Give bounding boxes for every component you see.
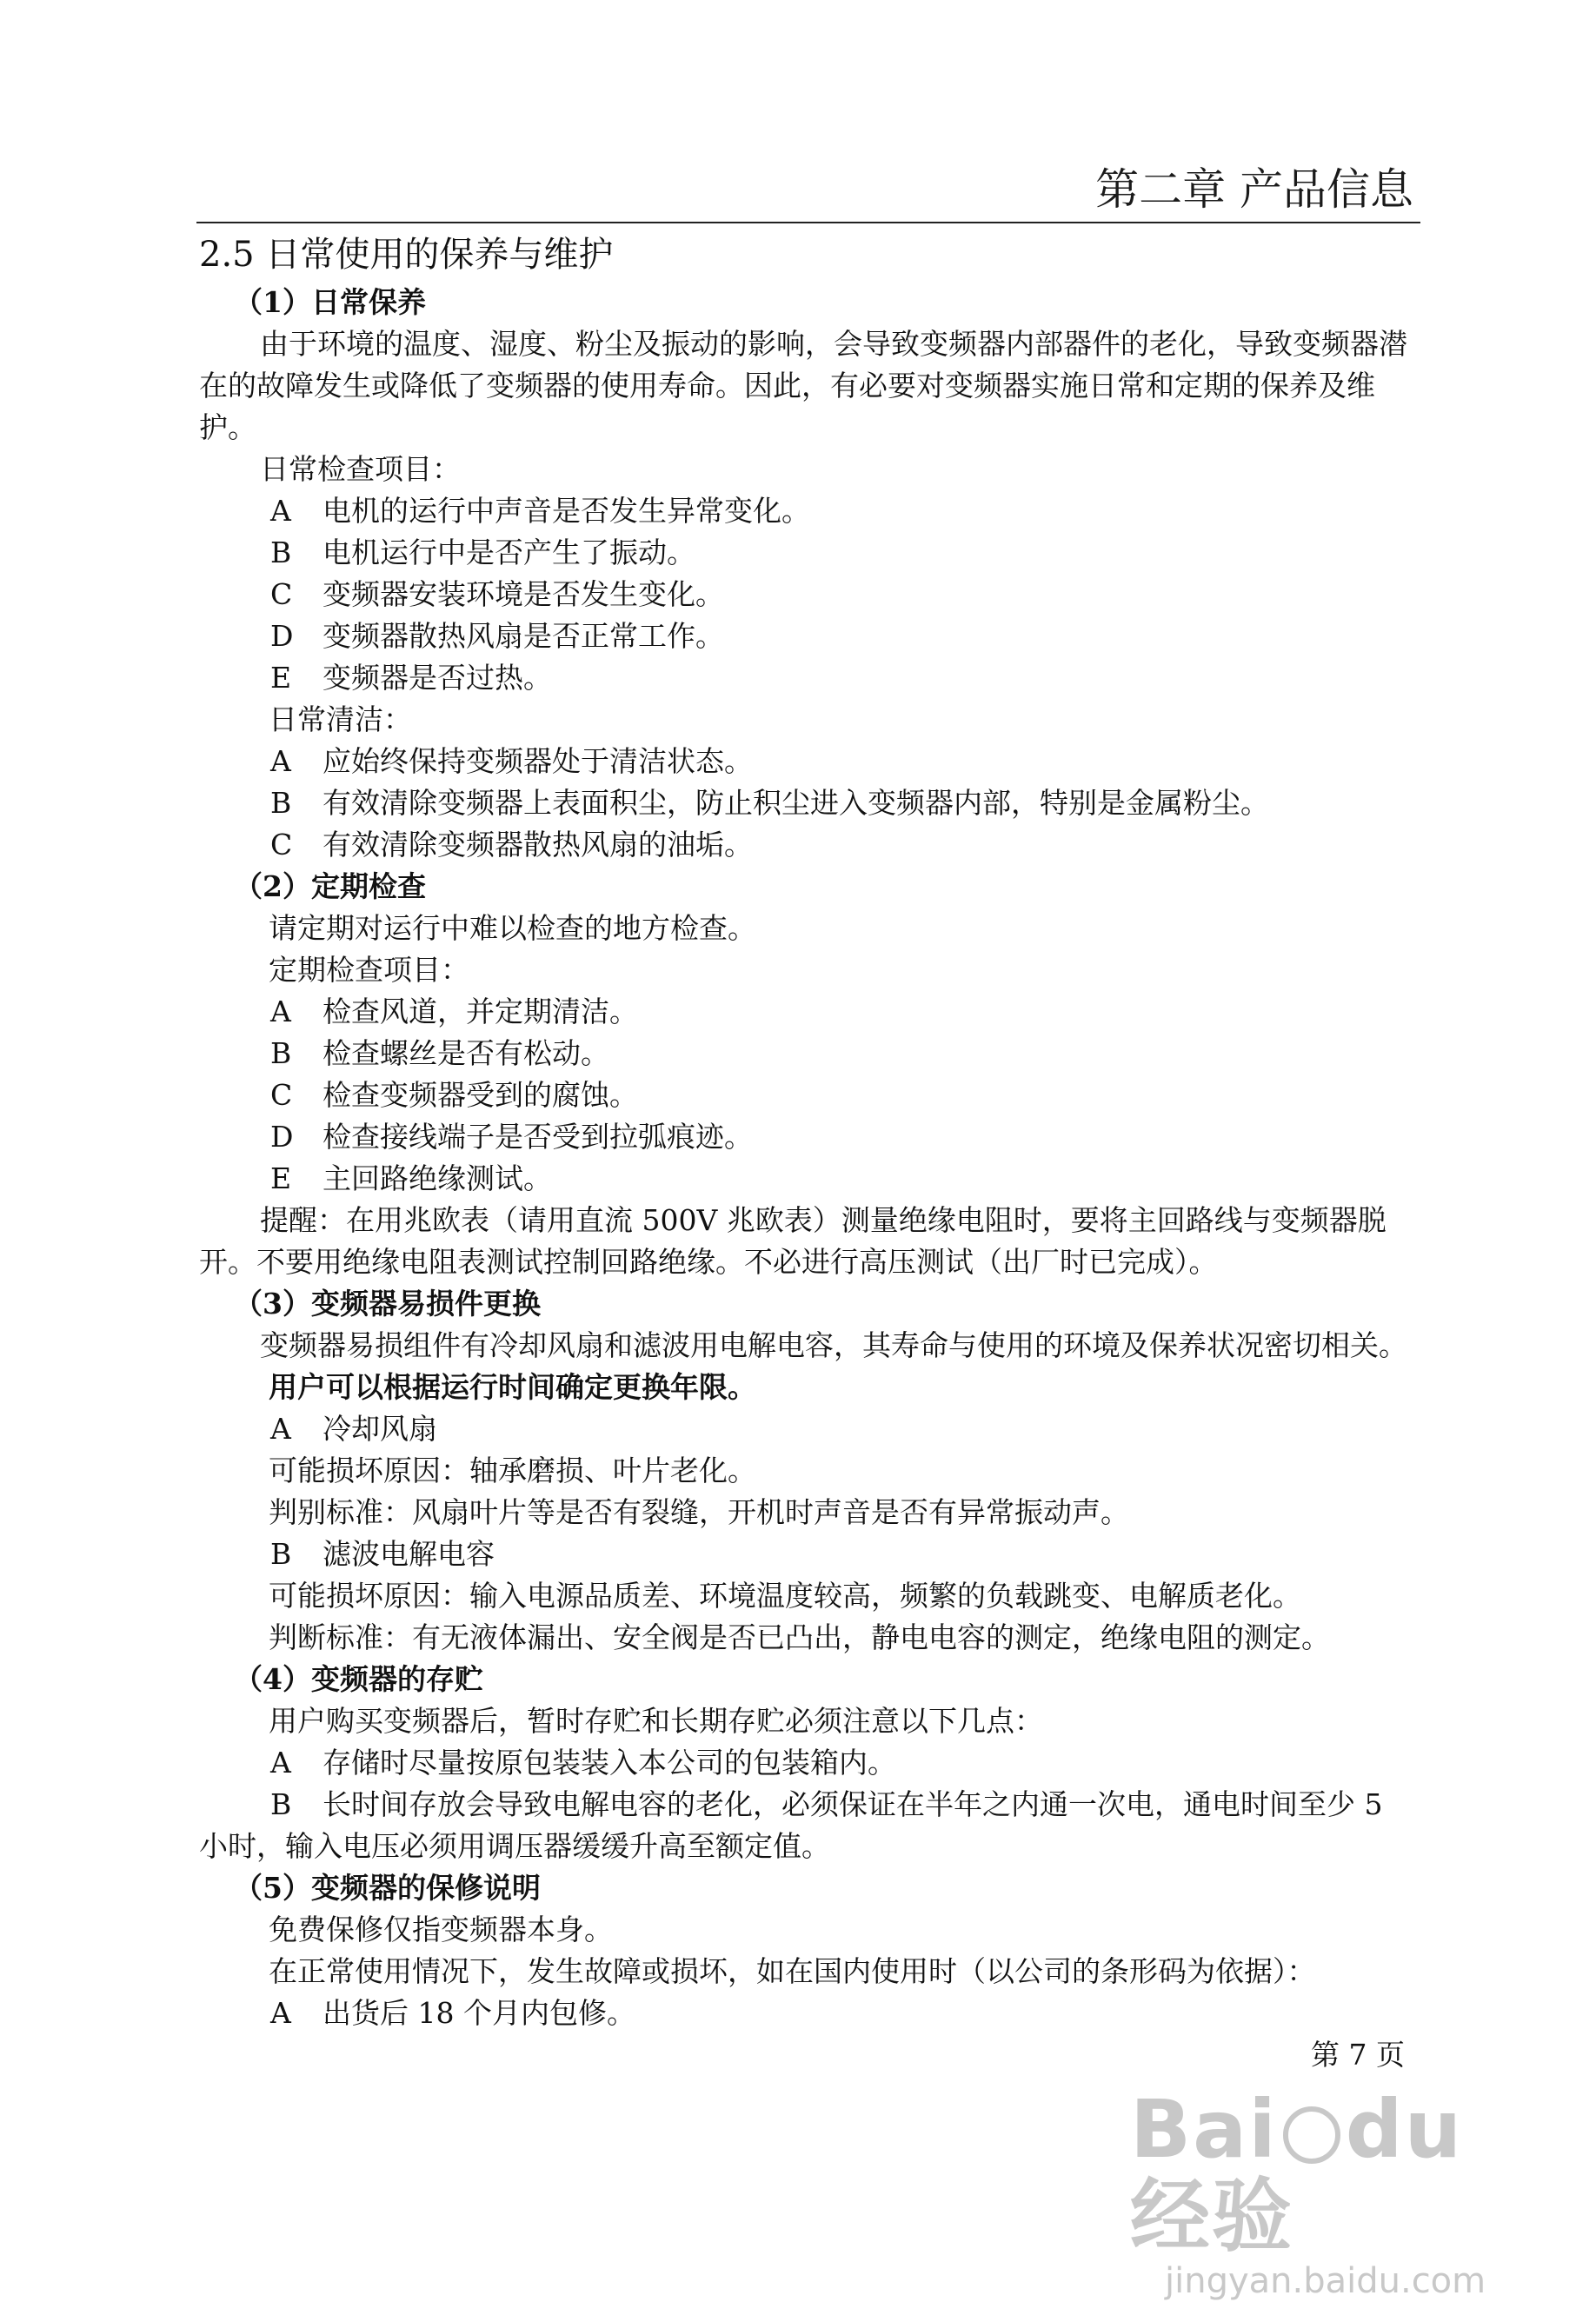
item-letter: E <box>270 661 292 695</box>
warranty-heading: （5）变频器的保修说明 <box>234 1871 541 1905</box>
capacitor-title <box>199 1534 1416 1575</box>
daily-clean-item <box>199 782 1416 824</box>
chapter-header: 第二章 产品信息 <box>1095 164 1413 215</box>
item-text: 检查变频器受到的腐蚀。 <box>323 1078 638 1112</box>
header-rule <box>196 222 1420 223</box>
periodic-check-item <box>199 1033 1416 1074</box>
item-letter: A <box>270 1412 291 1446</box>
fan-criterion: 判别标准：风扇叶片等是否有裂缝，开机时声音是否有异常振动声。 <box>269 1495 1129 1529</box>
replacement-note: 用户可以根据运行时间确定更换年限。 <box>269 1370 756 1404</box>
item-letter: A <box>270 744 291 778</box>
warranty-item <box>199 1993 1416 2034</box>
storage-heading: （4）变频器的存贮 <box>234 1662 483 1696</box>
item-text: 长时间存放会导致电解电容的老化，必须保证在半年之内通一次电，通电时间至少 5 小时，输入电压必须用调压器缓缓升高至额定值。 <box>199 1787 1383 1863</box>
storage-intro: 用户购买变频器后，暂时存贮和长期存贮必须注意以下几点： <box>269 1704 1043 1738</box>
daily-intro-paragraph: 由于环境的温度、湿度、粉尘及振动的影响，会导致变频器内部器件的老化，导致变频器潜在的故障发生或降低了变频器的使用寿命。因此，有必要对变频器实施日常和定期的保养及维护。 <box>199 327 1407 444</box>
item-text: 应始终保持变频器处于清洁状态。 <box>323 744 753 778</box>
wear-parts-heading: （3）变频器易损件更换 <box>234 1287 541 1321</box>
periodic-check-item <box>199 1158 1416 1200</box>
item-letter: A <box>270 995 291 1028</box>
capacitor-damage-cause: 可能损坏原因：输入电源品质差、环境温度较高，频繁的负载跳变、电解质老化。 <box>269 1579 1301 1613</box>
periodic-intro: 请定期对运行中难以检查的地方检查。 <box>269 911 756 945</box>
watermark-logo-left: Bai <box>1130 2083 1278 2176</box>
item-letter: C <box>270 828 293 862</box>
item-letter: A <box>270 1746 291 1780</box>
daily-check-item <box>199 615 1416 657</box>
item-letter: A <box>270 1996 291 2030</box>
item-text: 冷却风扇 <box>323 1412 437 1446</box>
item-text: 出货后 18 个月内包修。 <box>323 1996 635 2030</box>
item-text: 变频器安装环境是否发生变化。 <box>323 577 724 611</box>
item-letter: A <box>270 494 291 528</box>
daily-clean-item <box>199 741 1416 782</box>
wear-parts-intro: 变频器易损组件有冷却风扇和滤波用电解电容，其寿命与使用的环境及保养状况密切相关。 <box>260 1328 1407 1362</box>
item-letter: C <box>270 577 293 611</box>
item-letter: B <box>270 786 292 820</box>
item-letter: E <box>270 1161 292 1195</box>
insulation-reminder: 提醒：在用兆欧表（请用直流 500V 兆欧表）测量绝缘电阻时，要将主回路线与变频器脱开。不要用绝缘电阻表测试控制回路绝缘。不必进行高压测试（出厂时已完成）。 <box>199 1203 1387 1279</box>
warranty-line: 免费保修仅指变频器本身。 <box>269 1913 613 1946</box>
item-letter: B <box>270 536 292 569</box>
item-text: 检查风道，并定期清洁。 <box>323 995 638 1028</box>
periodic-check-label: 定期检查项目： <box>269 953 469 987</box>
fan-damage-cause: 可能损坏原因：轴承磨损、叶片老化。 <box>269 1454 756 1487</box>
item-text: 电机的运行中声音是否发生异常变化。 <box>323 494 810 528</box>
daily-check-label: 日常检查项目： <box>260 452 461 486</box>
periodic-inspection-heading: （2）定期检查 <box>234 869 426 903</box>
periodic-check-item <box>199 991 1416 1033</box>
item-text: 电机运行中是否产生了振动。 <box>323 536 695 569</box>
daily-check-item <box>199 574 1416 615</box>
page-number: 第 7 页 <box>1311 2038 1405 2072</box>
watermark-url: jingyan.baidu.com <box>1165 2261 1486 2301</box>
storage-item-long <box>199 1784 1416 1867</box>
item-text: 变频器是否过热。 <box>323 661 552 695</box>
item-text: 有效清除变频器散热风扇的油垢。 <box>323 828 753 862</box>
item-text: 滤波电解电容 <box>323 1537 495 1571</box>
item-letter: B <box>270 1787 292 1821</box>
item-text: 检查螺丝是否有松动。 <box>323 1036 609 1070</box>
daily-check-item <box>199 490 1416 532</box>
daily-maintenance-heading: （1）日常保养 <box>234 285 426 319</box>
periodic-check-item <box>199 1116 1416 1158</box>
page-content <box>199 224 1416 2034</box>
item-text: 检查接线端子是否受到拉弧痕迹。 <box>323 1120 753 1154</box>
watermark-logo-right: du经验 <box>1130 2083 1464 2263</box>
item-letter: B <box>270 1036 292 1070</box>
periodic-check-item <box>199 1074 1416 1116</box>
daily-clean-label: 日常清洁： <box>269 702 412 736</box>
daily-check-item <box>199 657 1416 699</box>
daily-check-item <box>199 532 1416 574</box>
item-letter: D <box>270 1120 294 1154</box>
item-text: 存储时尽量按原包装装入本公司的包装箱内。 <box>323 1746 896 1780</box>
storage-item <box>199 1742 1416 1784</box>
item-text: 主回路绝缘测试。 <box>323 1161 552 1195</box>
item-letter: B <box>270 1537 292 1571</box>
watermark-logo <box>1130 2083 1513 2263</box>
daily-clean-item <box>199 824 1416 866</box>
item-letter: C <box>270 1078 293 1112</box>
paw-icon <box>1283 2106 1340 2164</box>
cooling-fan-title <box>199 1408 1416 1450</box>
section-title: 2.5 日常使用的保养与维护 <box>199 235 614 275</box>
item-text: 有效清除变频器上表面积尘，防止积尘进入变频器内部，特别是金属粉尘。 <box>323 786 1269 820</box>
warranty-line: 在正常使用情况下，发生故障或损坏，如在国内使用时（以公司的条形码为依据）： <box>269 1954 1316 1988</box>
capacitor-criterion: 判断标准：有无液体漏出、安全阀是否已凸出，静电电容的测定，绝缘电阻的测定。 <box>269 1620 1330 1654</box>
baidu-jingyan-watermark <box>1130 2083 1513 2301</box>
item-text: 变频器散热风扇是否正常工作。 <box>323 619 724 653</box>
item-letter: D <box>270 619 294 653</box>
